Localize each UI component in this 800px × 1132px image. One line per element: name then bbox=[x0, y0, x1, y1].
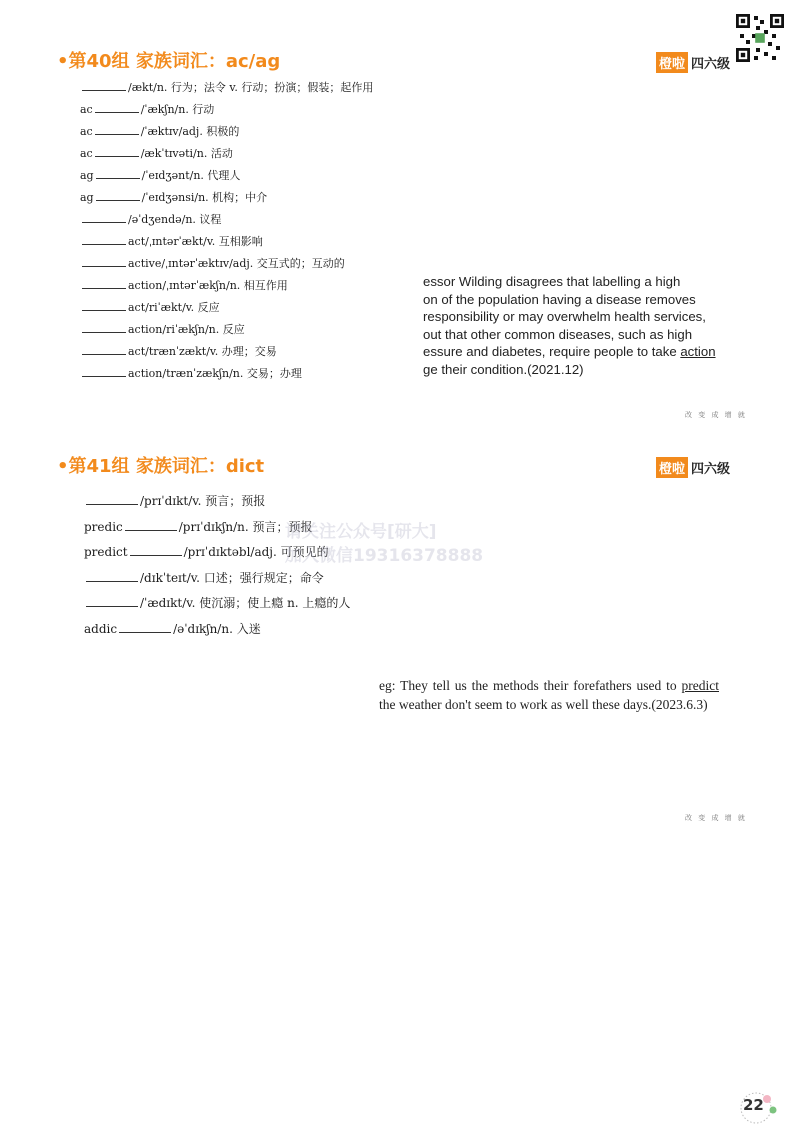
watermark bbox=[285, 520, 483, 568]
fill-in-blank bbox=[119, 621, 171, 633]
word-entry bbox=[80, 297, 373, 319]
word-definition: /ˈædɪkt/v. 使沉溺；使上瘾 n. 上瘾的人 bbox=[140, 596, 351, 610]
excerpt-text: essure and diabetes, require people to take bbox=[423, 344, 681, 360]
word-entry bbox=[84, 566, 350, 592]
example-underlined-word: predict bbox=[681, 678, 719, 693]
section-40-footnote: 改 变 成 增 就 bbox=[685, 411, 747, 419]
word-entry bbox=[80, 165, 373, 187]
watermark-line: 请关注公众号[研大] bbox=[285, 522, 437, 542]
excerpt-line: essor Wilding disagrees that labelling a high bbox=[423, 274, 681, 289]
fill-in-blank bbox=[82, 79, 126, 91]
word-definition: /ˈæktɪv/adj. 积极的 bbox=[140, 125, 240, 138]
fill-in-blank bbox=[125, 519, 177, 531]
word-entry bbox=[80, 209, 373, 231]
word-entry bbox=[84, 617, 350, 643]
page-number-badge bbox=[734, 1090, 780, 1126]
fill-in-blank bbox=[95, 145, 139, 157]
section-41-example bbox=[379, 676, 719, 714]
brand-badge bbox=[656, 457, 730, 478]
word-entry bbox=[80, 363, 373, 385]
section-40-title: •第40组 家族词汇：ac/ag bbox=[57, 51, 281, 72]
brand-level: 四六级 bbox=[691, 462, 731, 477]
brand-tag: 橙啦 bbox=[656, 52, 688, 73]
word-entry bbox=[80, 99, 373, 121]
section-41-footnote: 改 变 成 增 就 bbox=[685, 814, 747, 822]
fill-in-blank bbox=[82, 255, 126, 267]
word-definition: /ˈeɪdʒənt/n. 代理人 bbox=[141, 169, 241, 182]
word-definition: /prɪˈdɪkt/v. 预言；预报 bbox=[140, 494, 266, 508]
fill-in-blank bbox=[130, 544, 182, 556]
brand-tag: 橙啦 bbox=[656, 457, 688, 478]
excerpt-line bbox=[423, 343, 716, 361]
word-prefix: ag bbox=[80, 169, 94, 182]
word-prefix: predic bbox=[84, 519, 123, 534]
word-prefix: predict bbox=[84, 545, 128, 559]
word-prefix: ag bbox=[80, 191, 94, 204]
example-text: eg: They tell us the methods their forefathers used to bbox=[379, 678, 682, 693]
word-definition: act/ˌɪntərˈækt/v. 互相影响 bbox=[128, 235, 263, 248]
fill-in-blank bbox=[82, 233, 126, 245]
word-definition: action/trænˈzækʃn/n. 交易；办理 bbox=[128, 367, 302, 380]
word-definition: /dɪkˈteɪt/v. 口述；强行规定；命令 bbox=[140, 570, 324, 585]
word-definition: action/riˈækʃn/n. 反应 bbox=[128, 323, 245, 336]
word-entry bbox=[80, 275, 373, 297]
word-definition: /prɪˈdɪktəbl/adj. 可预见的 bbox=[183, 545, 329, 559]
word-definition: /ˈækʃn/n. 行动 bbox=[140, 103, 215, 116]
section-41-title: •第41组 家族词汇：dict bbox=[57, 456, 265, 477]
word-definition: action/ˌɪntərˈækʃn/n. 相互作用 bbox=[128, 279, 288, 292]
word-prefix: ac bbox=[80, 125, 93, 138]
word-entry bbox=[80, 231, 373, 253]
section-40-excerpt bbox=[423, 273, 716, 379]
brand-badge bbox=[656, 52, 730, 73]
word-definition: /əˈdɪkʃn/n. 入迷 bbox=[173, 621, 261, 636]
word-definition: act/trænˈzækt/v. 办理；交易 bbox=[128, 345, 277, 358]
fill-in-blank bbox=[86, 570, 138, 582]
fill-in-blank bbox=[86, 493, 138, 505]
excerpt-line: on of the population having a disease removes bbox=[423, 291, 696, 307]
section-40-word-list bbox=[80, 77, 373, 385]
word-definition: active/ˌɪntərˈæktɪv/adj. 交互式的；互动的 bbox=[128, 257, 345, 270]
fill-in-blank bbox=[82, 211, 126, 223]
word-prefix: ac bbox=[80, 147, 93, 160]
excerpt-underlined-word: action bbox=[680, 344, 716, 360]
word-entry bbox=[80, 187, 373, 209]
excerpt-line: ge their condition.(2021.12) bbox=[423, 361, 584, 377]
fill-in-blank bbox=[82, 365, 126, 377]
word-entry bbox=[84, 591, 350, 617]
word-definition: /prɪˈdɪkʃn/n. 预言；预报 bbox=[178, 519, 313, 534]
qr-code-icon bbox=[736, 14, 784, 62]
word-definition: /ækt/n. 行为；法令 v. 行动；扮演；假装；起作用 bbox=[128, 81, 374, 94]
word-definition: act/riˈækt/v. 反应 bbox=[128, 301, 220, 314]
word-prefix: addic bbox=[84, 621, 118, 636]
fill-in-blank bbox=[95, 123, 139, 135]
fill-in-blank bbox=[96, 189, 140, 201]
fill-in-blank bbox=[86, 595, 138, 607]
excerpt-line: out that other common diseases, such as high bbox=[423, 326, 693, 342]
fill-in-blank bbox=[82, 299, 126, 311]
fill-in-blank bbox=[82, 343, 126, 355]
page-number: 22 bbox=[743, 1096, 764, 1114]
example-text: the weather don't seem to work as well these days.(2023.6.3) bbox=[379, 697, 708, 712]
word-entry bbox=[80, 121, 373, 143]
word-definition: /ˈeɪdʒənsi/n. 机构；中介 bbox=[141, 191, 268, 204]
watermark-line: 加入微信19316378888 bbox=[285, 546, 484, 566]
word-entry bbox=[80, 319, 373, 341]
word-prefix: ac bbox=[80, 103, 93, 116]
excerpt-line: responsibility or may overwhelm health services, bbox=[423, 309, 706, 325]
fill-in-blank bbox=[95, 101, 139, 113]
fill-in-blank bbox=[96, 167, 140, 179]
word-entry bbox=[84, 489, 350, 515]
word-definition: /ækˈtɪvəti/n. 活动 bbox=[140, 147, 233, 160]
word-entry bbox=[80, 143, 373, 165]
fill-in-blank bbox=[82, 277, 126, 289]
word-entry bbox=[80, 77, 373, 99]
fill-in-blank bbox=[82, 321, 126, 333]
word-definition: /əˈdʒendə/n. 议程 bbox=[128, 213, 222, 226]
word-entry bbox=[80, 341, 373, 363]
brand-level: 四六级 bbox=[691, 57, 731, 72]
word-entry bbox=[80, 253, 373, 275]
